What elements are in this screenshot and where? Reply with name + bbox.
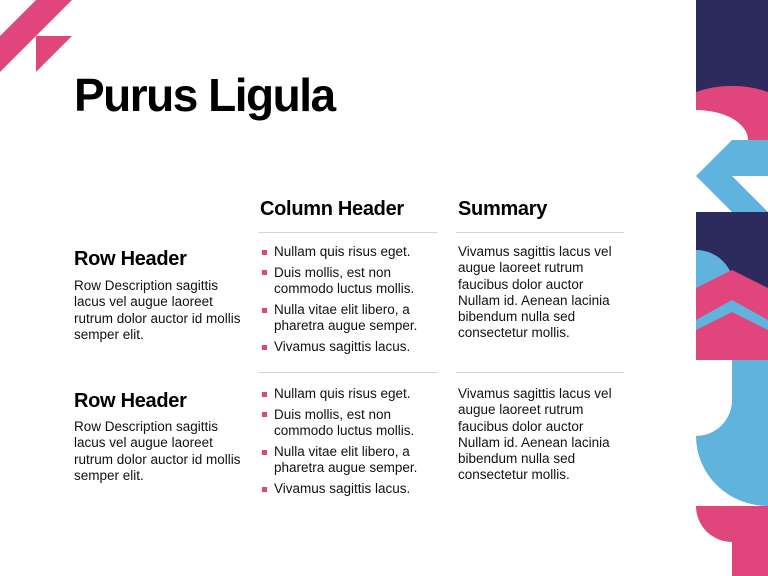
side-pattern-decoration — [696, 0, 768, 576]
list-item: Vivamus sagittis lacus. — [258, 339, 440, 355]
list-item: Nullam quis risus eget. — [258, 386, 440, 402]
list-item: Duis mollis, est non commodo luctus mollis. — [258, 407, 440, 440]
column-header-summary: Summary — [458, 198, 548, 220]
corner-triangles-decoration — [0, 0, 72, 72]
row-summary: Vivamus sagittis lacus vel augue laoreet rutrum faucibus dolor auctor Nullam id. Aenean lacinia bibendum nulla sed consectetur mollis. — [458, 244, 612, 341]
list-item: Duis mollis, est non commodo luctus mollis. — [258, 265, 440, 298]
column-header-main: Column Header — [260, 198, 404, 220]
page-title: Purus Ligula — [74, 69, 335, 121]
row-divider-summary — [456, 372, 624, 373]
row-description: Row Description sagittis lacus vel augue laoreet rutrum dolor auctor id mollis semper elit. — [74, 278, 241, 342]
list-item: Nulla vitae elit libero, a pharetra augue semper. — [258, 444, 440, 477]
row-header: Row Header — [74, 390, 187, 412]
row-header: Row Header — [74, 248, 187, 270]
header-divider-main — [258, 232, 438, 233]
row-description: Row Description sagittis lacus vel augue laoreet rutrum dolor auctor id mollis semper elit. — [74, 419, 241, 483]
header-divider-summary — [456, 232, 624, 233]
row-divider-main — [258, 372, 438, 373]
list-item: Nullam quis risus eget. — [258, 244, 440, 260]
row-bullet-list — [258, 244, 440, 360]
list-item: Vivamus sagittis lacus. — [258, 481, 440, 497]
row-bullet-list — [258, 386, 440, 502]
row-summary: Vivamus sagittis lacus vel augue laoreet rutrum faucibus dolor auctor Nullam id. Aenean lacinia bibendum nulla sed consectetur mollis. — [458, 386, 612, 483]
list-item: Nulla vitae elit libero, a pharetra augue semper. — [258, 302, 440, 335]
